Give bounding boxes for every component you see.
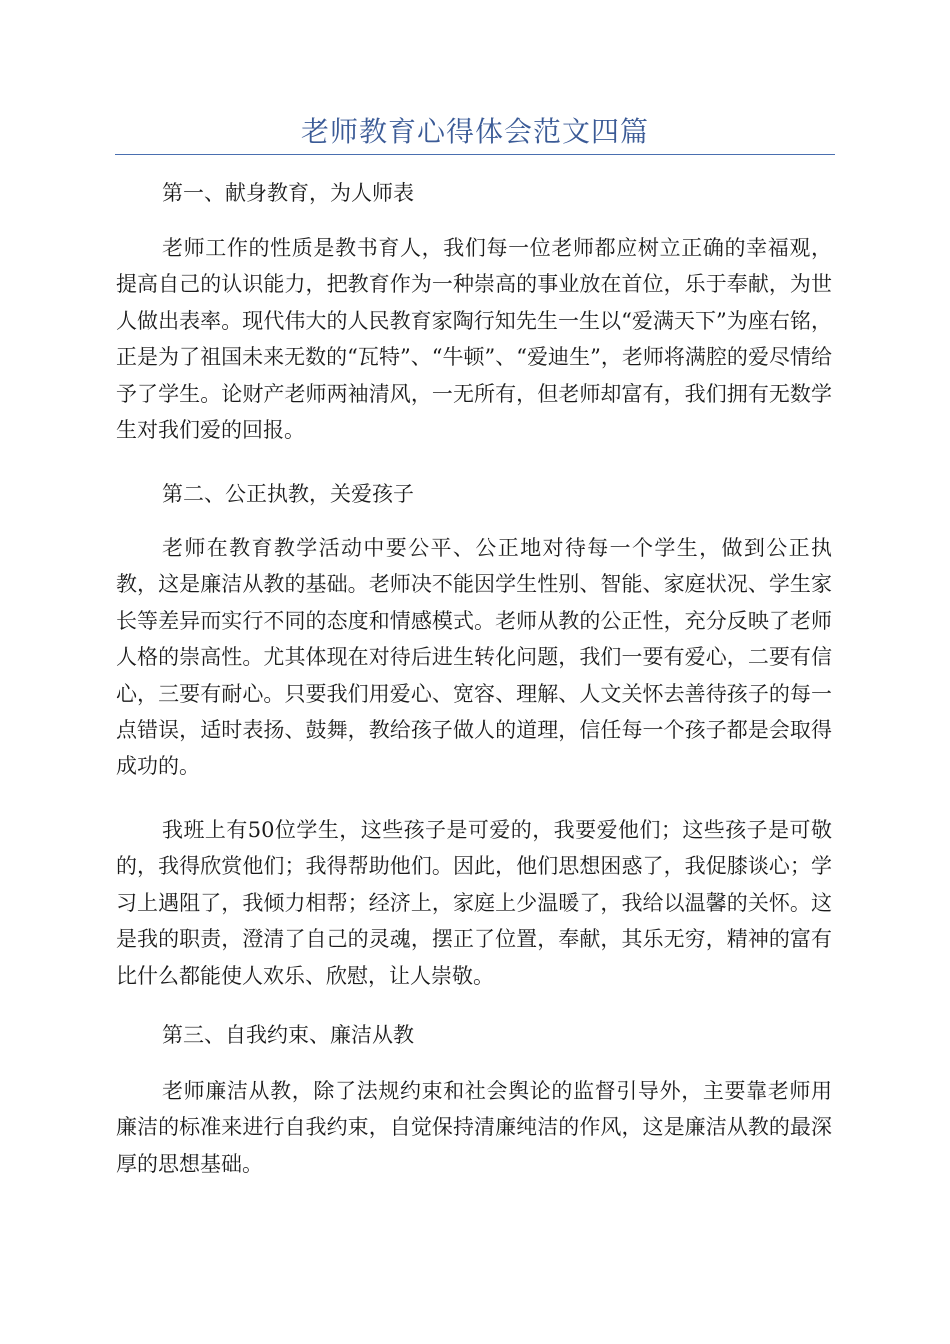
document-title: 老师教育心得体会范文四篇 xyxy=(300,115,649,148)
title-underline xyxy=(115,154,835,155)
section-heading: 第二、公正执教，关爱孩子 xyxy=(162,482,414,506)
section-heading: 第三、自我约束、廉洁从教 xyxy=(162,1023,414,1047)
body-paragraph: 我班上有50位学生，这些孩子是可爱的，我要爱他们；这些孩子是可敬的，我得欣赏他们；我得帮助他们。因此，他们思想困惑了，我促膝谈心；学习上遇阻了，我倾力相帮；经济上，家庭上少温暖了，我给以温馨的关怀。这是我的职责，澄清了自己的灵魂，摆正了位置，奉献，其乐无穷，精神的富有比什么都能使人欢乐、欣慰，让人崇敬。 xyxy=(116,818,832,988)
body-paragraph: 老师廉洁从教，除了法规约束和社会舆论的监督引导外，主要靠老师用廉洁的标准来进行自我约束，自觉保持清廉纯洁的作风，这是廉洁从教的最深厚的思想基础。 xyxy=(116,1079,832,1176)
body-paragraph: 老师工作的性质是教书育人，我们每一位老师都应树立正确的幸福观，提高自己的认识能力，把教育作为一种崇高的事业放在首位，乐于奉献，为世人做出表率。现代伟大的人民教育家陶行知先生一生以“爱满天下”为座右铭，正是为了祖国未来无数的“瓦特”、“牛顿”、“爱迪生”，老师将满腔的爱尽情给予了学生。论财产老师两袖清风，一无所有，但老师却富有，我们拥有无数学生对我们爱的回报。 xyxy=(116,236,832,443)
section-heading: 第一、献身教育，为人师表 xyxy=(162,181,414,205)
body-paragraph: 老师在教育教学活动中要公平、公正地对待每一个学生，做到公正执教，这是廉洁从教的基础。老师决不能因学生性别、智能、家庭状况、学生家长等差异而实行不同的态度和情感模式。老师从教的公正性，充分反映了老师人格的崇高性。尤其体现在对待后进生转化问题，我们一要有爱心，二要有信心，三要有耐心。只要我们用爱心、宽容、理解、人文关怀去善待孩子的每一点错误，适时表扬、鼓舞，教给孩子做人的道理，信任每一个孩子都是会取得成功的。 xyxy=(116,536,832,779)
